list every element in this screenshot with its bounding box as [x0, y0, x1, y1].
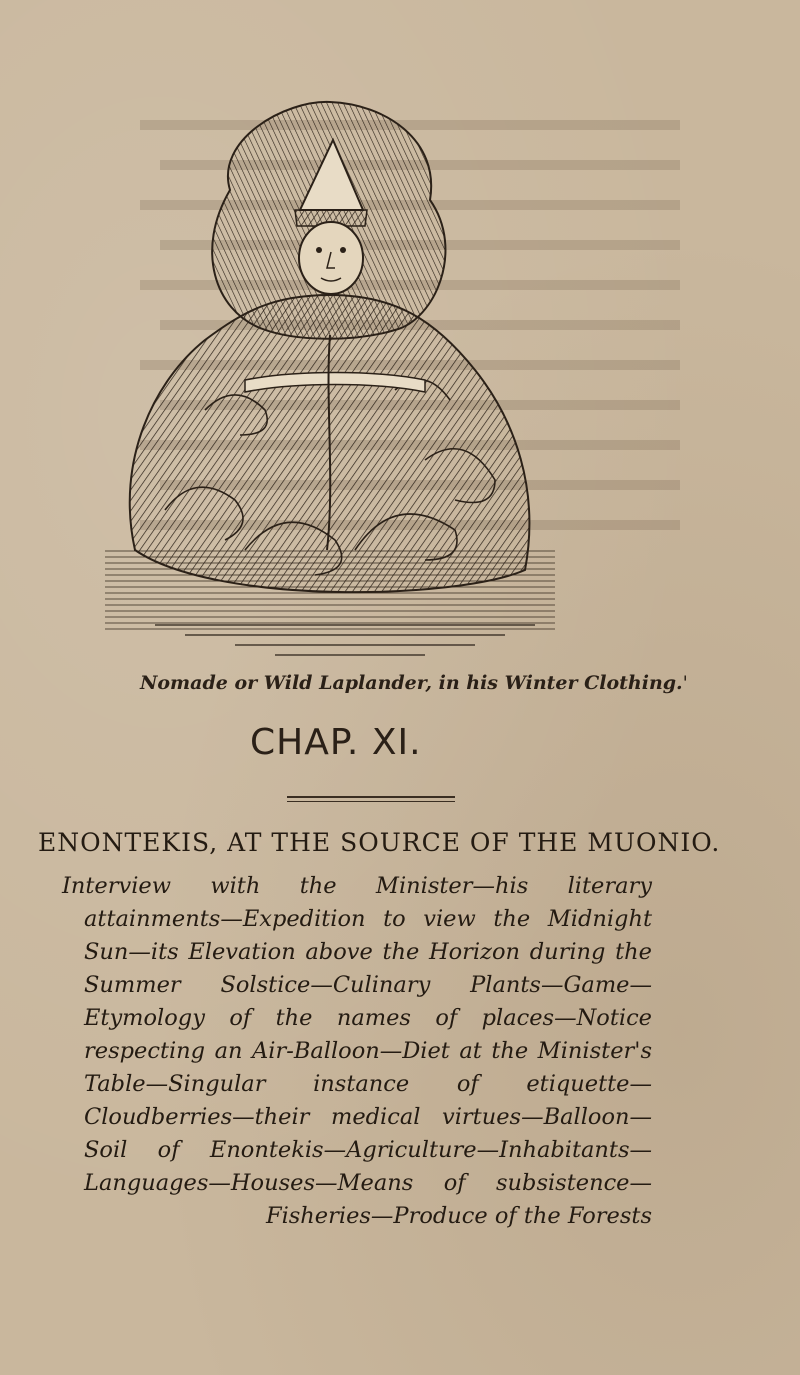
plate-caption-text: Nomade or Wild Laplander, in his Winter Clothing. [140, 672, 683, 694]
chapter-rule [287, 796, 455, 798]
chapter-rule-thin [287, 801, 455, 802]
plate-caption-mark: ' [682, 672, 688, 694]
laplander-engraving-icon [95, 80, 565, 670]
chapter-title: CHAP. XI. [250, 722, 422, 763]
plate-caption [140, 672, 688, 694]
chapter-heading: ENONTEKIS, AT THE SOURCE OF THE MUONIO. [38, 828, 721, 857]
chapter-summary: Interview with the Minister—his literary attainments—Expedition to view the Midnight Sun—its Elevation above the Horizon during the Summer Solstice—Culinary Plants—Game—Etymology of the names of places—Notice respecting an Air-Balloon—Diet at the Minister's Table—Singular instance of etiquette—Cloudberries—their medical virtues—Balloon—Soil of Enontekis—Agriculture—Inhabitants—Languages—Houses—Means of subsistence—Fisheries—Produce of the Forests [62, 873, 652, 1229]
